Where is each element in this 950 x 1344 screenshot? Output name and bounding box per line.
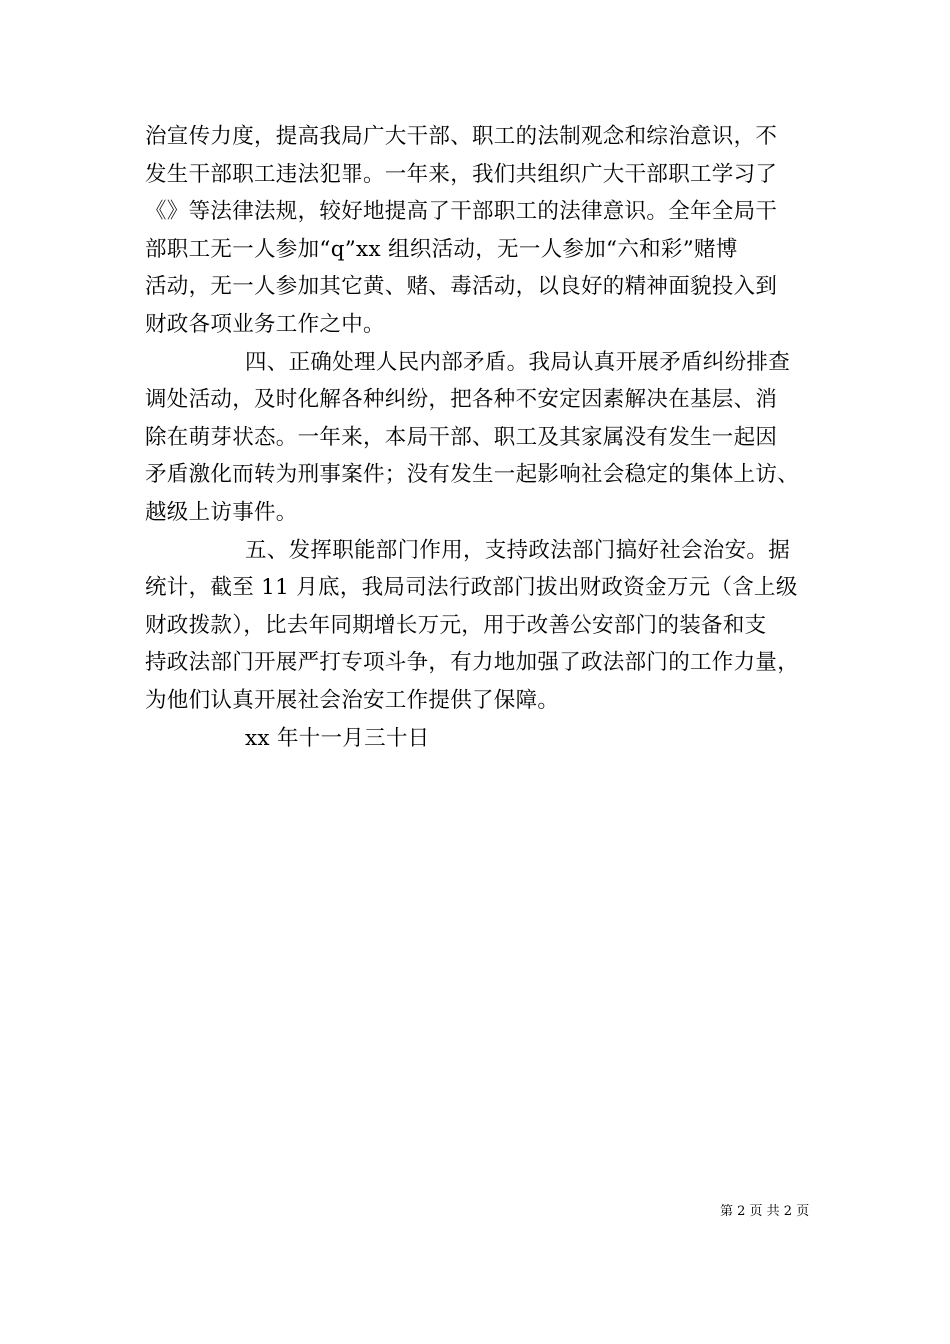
body-line: 财政各项业务工作之中。 [145,311,385,337]
body-line: 为他们认真开展社会治安工作提供了保障。 [145,687,560,713]
section-heading-line: 四、正确处理人民内部矛盾。我局认真开展矛盾纠纷排查 [245,349,791,375]
body-line: 调处活动，及时化解各种纠纷，把各种不安定因素解决在基层、消 [145,387,778,413]
body-line: 财政拨款），比去年同期增长万元，用于改善公安部门的装备和支 [145,612,767,638]
body-line: 越级上访事件。 [145,499,298,525]
section-heading-line: 五、发挥职能部门作用，支持政法部门搞好社会治安。据 [245,537,791,563]
body-line: 部职工无一人参加“q”xx 组织活动，无一人参加“六和彩”赌博 [145,236,738,262]
body-line: 活动，无一人参加其它黄、赌、毒活动，以良好的精神面貌投入到 [145,274,778,300]
document-date: xx 年十一月三十日 [245,725,430,751]
body-line: 矛盾激化而转为刑事案件；没有发生一起影响社会稳定的集体上访、 [145,462,800,488]
body-line: 《》等法律法规，较好地提高了干部职工的法律意识。全年全局干 [145,199,778,225]
page-number-footer: 第 2 页 共 2 页 [720,1204,810,1219]
document-body [145,118,825,757]
body-line: 统计，截至 11 月底，我局司法行政部门拔出财政资金万元（含上级 [145,575,798,601]
body-line: 持政法部门开展严打专项斗争，有力地加强了政法部门的工作力量， [145,650,800,676]
body-line: 治宣传力度，提高我局广大干部、职工的法制观念和综治意识，不 [145,124,778,149]
body-line: 发生干部职工违法犯罪。一年来，我们共组织广大干部职工学习了 [145,161,778,187]
body-line: 除在萌芽状态。一年来，本局干部、职工及其家属没有发生一起因 [145,424,778,450]
